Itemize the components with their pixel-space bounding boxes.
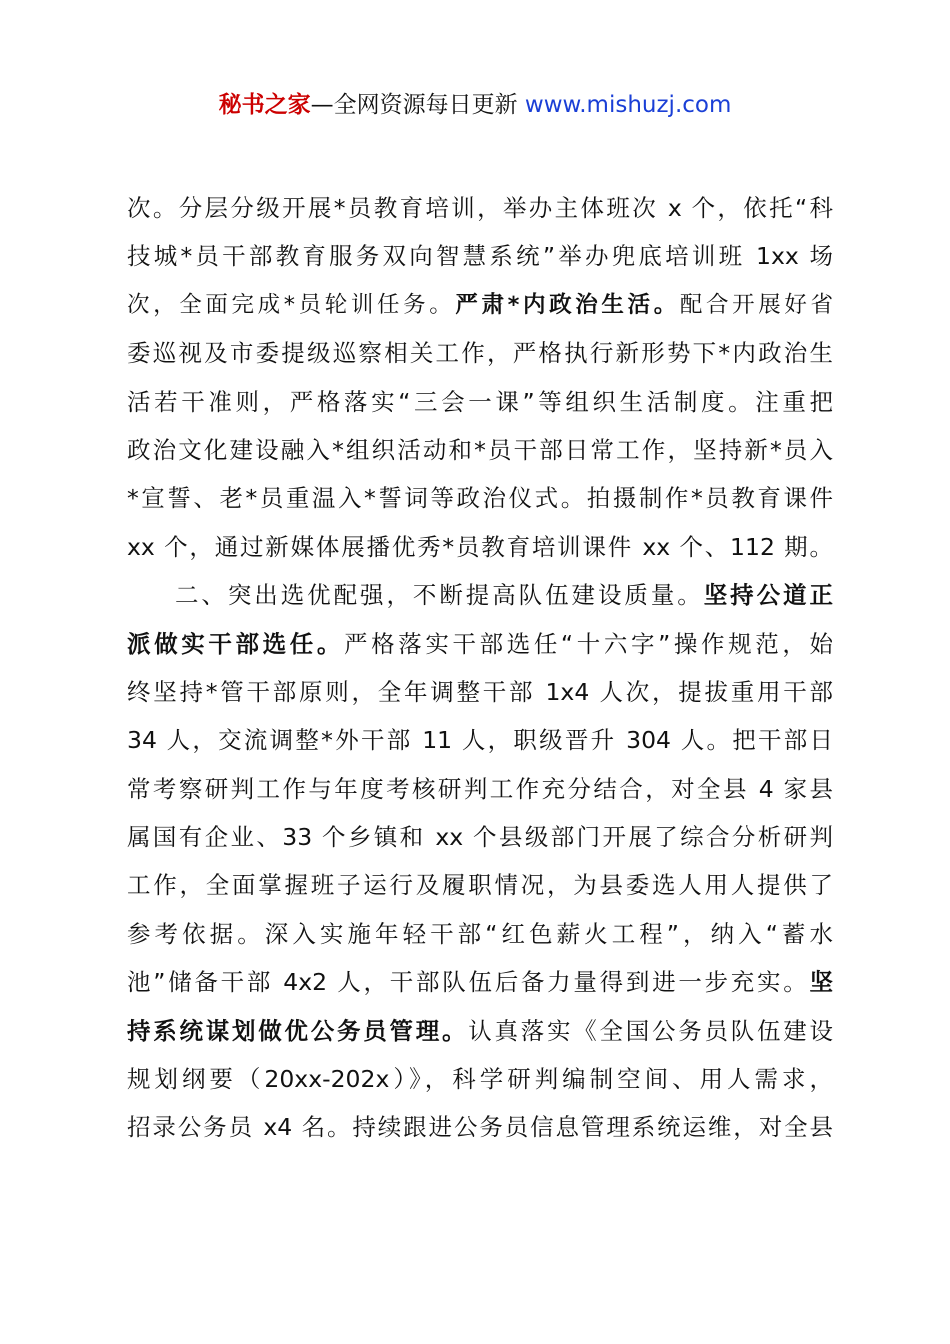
text-line: [127, 910, 833, 958]
bold-heading: 持系统谋划做优公务员管理。: [127, 1016, 469, 1045]
line-text: 活若干准则，严格落实“三会一课”等组织生活制度。注重把: [127, 387, 833, 416]
bold-heading: 派做实干部选任。: [127, 629, 344, 658]
line-text: 次。分层分级开展*员教育培训，举办主体班次 x 个，依托“科: [127, 194, 833, 222]
section-heading-line: [127, 571, 833, 619]
bold-heading: 坚: [809, 968, 833, 997]
line-text: 技城*员干部教育服务双向智慧系统”举办兜底培训班 1xx 场: [127, 242, 833, 271]
text-line: [127, 1055, 833, 1103]
line-text: 常考察研判工作与年度考核研判工作充分结合，对全县 4 家县: [127, 774, 833, 803]
line-text: 规划纲要（20xx-202x）》，科学研判编制空间、用人需求，: [127, 1065, 833, 1094]
line-text: 次，全面完成*员轮训任务。: [127, 291, 456, 318]
line-text: 34 人，交流调整*外干部 11 人，职级晋升 304 人。把干部日: [127, 726, 833, 755]
line-text: 严格落实干部选任“十六字”操作规范，始: [343, 629, 833, 658]
text-line: [127, 474, 833, 522]
document-body: [127, 184, 833, 1152]
line-text: 政治文化建设融入*组织活动和*员干部日常工作，坚持新*员入: [127, 435, 833, 464]
text-line: [127, 523, 833, 571]
text-line: [127, 716, 833, 764]
line-text: 池”储备干部 4x2 人，干部队伍后备力量得到进一步充实。: [127, 968, 810, 997]
line-text: 工作，全面掌握班子运行及履职情况，为县委选人用人提供了: [127, 871, 833, 900]
text-line: [127, 668, 833, 716]
bold-heading: 坚持公道正: [703, 581, 833, 610]
bold-heading: 严肃*内政治生活。: [455, 291, 680, 318]
text-line: [127, 861, 833, 909]
page-header: [0, 88, 950, 122]
line-text: 委巡视及市委提级巡察相关工作，严格执行新形势下*内政治生: [127, 339, 833, 368]
text-line: [127, 329, 833, 377]
line-text: 认真落实《全国公务员队伍建设: [468, 1016, 833, 1045]
text-line: [127, 232, 833, 280]
line-text: 属国有企业、33 个乡镇和 xx 个县级部门开展了综合分析研判: [127, 823, 833, 852]
text-line: [127, 184, 833, 232]
text-line: [127, 1103, 833, 1151]
text-line: [127, 426, 833, 474]
section-heading: 二、突出选优配强，不断提高队伍建设质量。: [175, 581, 704, 610]
line-text: 配合开展好省: [679, 291, 833, 318]
header-tagline: —全网资源每日更新: [310, 92, 525, 118]
line-text: *宣誓、老*员重温入*誓词等政治仪式。拍摄制作*员教育课件: [127, 484, 833, 513]
text-line: [127, 958, 833, 1006]
text-line: [127, 813, 833, 861]
line-text: 参考依据。深入实施年轻干部“红色薪火工程”，纳入“蓄水: [127, 919, 833, 948]
text-line: [127, 378, 833, 426]
line-text: xx 个，通过新媒体展播优秀*员教育培训课件 xx 个、112 期。: [127, 532, 833, 561]
site-url-link[interactable]: www.mishuzj.com: [524, 92, 732, 118]
text-line: [127, 1007, 833, 1055]
line-text: 招录公务员 x4 名。持续跟进公务员信息管理系统运维，对全县: [127, 1113, 833, 1142]
site-brand: 秘书之家: [218, 92, 311, 118]
text-line: [127, 620, 833, 668]
text-line: [127, 765, 833, 813]
text-line: [127, 281, 833, 329]
line-text: 终坚持*管干部原则，全年调整干部 1x4 人次，提拔重用干部: [127, 677, 833, 706]
